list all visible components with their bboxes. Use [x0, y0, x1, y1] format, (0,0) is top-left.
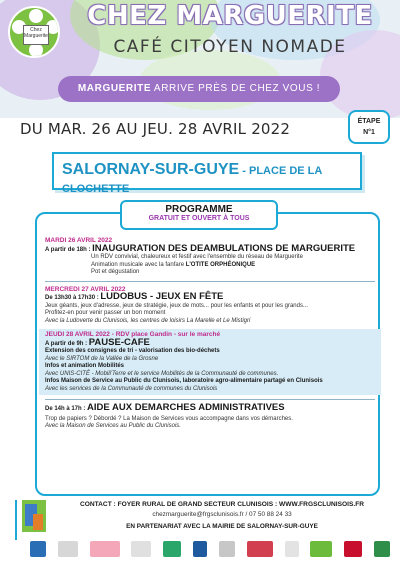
programme-title: PROGRAMME: [165, 204, 233, 215]
footer-accent-line: [15, 500, 17, 540]
event-partners: Avec la Maison de Services au Public du Clunisois.: [45, 423, 181, 429]
partner-logo: [90, 541, 120, 557]
event-line: [45, 404, 375, 414]
event-partners: Avec le SIRTOM de la Vallée de la Grosne: [45, 355, 159, 362]
event-partners: Avec les services de la Communauté de communes du Clunisois: [45, 385, 218, 392]
event-dates: DU MAR. 26 AU JEU. 28 AVRIL 2022: [20, 120, 291, 138]
event-line: [45, 242, 375, 255]
partner-logo: [374, 541, 390, 557]
programme-box: [35, 212, 380, 496]
stage-number: N°1: [363, 129, 375, 136]
partner-logos: [30, 537, 390, 561]
event-detail: Infos Maison de Service au Public du Clunisois, laboratoire agro-alimentaire partagé en Clunisois: [45, 378, 323, 384]
event-detail: Animation musicale avec la fanfare L'OTITE ORPHÉONIQUE: [91, 261, 256, 268]
day-heading: JEUDI 28 AVRIL 2022 - RDV place Gandin - sur le marché: [45, 331, 221, 338]
event-partners: Avec la Ludoverte du Clunisois, les centres de loisirs La Marelle et Le Mistigri: [45, 317, 251, 324]
partner-logo: [30, 541, 46, 557]
header: [0, 0, 400, 118]
event-detail: Jeux géants, jeux d'adresse, jeux de stratégie, jeux de mots... pour les enfants et pour les grands...: [45, 302, 308, 309]
partner-logo: [193, 541, 207, 557]
event-detail: Un RDV convivial, chaleureux et festif avec l'ensemble du réseau de Marguerite: [91, 254, 303, 260]
stage-label: ÉTAPE: [357, 118, 381, 125]
logo-sign: Chez Marguerite: [23, 25, 49, 45]
page-title: CHEZ MARGUERITE: [87, 1, 373, 31]
divider: [45, 281, 375, 282]
building-photo: [22, 500, 46, 532]
event-detail: Extension des consignes de tri - valorisation des bio-déchets: [45, 348, 220, 354]
event-title: PAUSE-CAFE: [88, 336, 150, 348]
location-city: SALORNAY-SUR-GUYE: [62, 161, 240, 178]
event-detail: Infos et animation Mobilités: [45, 363, 125, 369]
day-heading: MERCREDI 27 AVRIL 2022: [45, 285, 126, 293]
banner-strong: MARGUERITE: [77, 83, 152, 94]
event-detail: Profitez-en pour venir passer un bon moment: [45, 310, 166, 316]
event-title: INAUGURATION DES DEAMBULATIONS DE MARGUERITE: [92, 242, 356, 254]
contact-line: CONTACT : FOYER RURAL DE GRAND SECTEUR CLUNISOIS : WWW.FRGSCLUNISOIS.FR: [79, 501, 364, 508]
marguerite-logo: [8, 6, 60, 58]
page-subtitle: CAFÉ CITOYEN NOMADE: [113, 37, 347, 57]
partner-logo: [163, 541, 181, 557]
event-title: AIDE AUX DEMARCHES ADMINISTRATIVES: [87, 402, 285, 413]
event-partners: Avec UNIS-CITÉ - Mobili'Terre et le service Mobilités de la Communauté de communes.: [45, 370, 279, 377]
partner-logo: [58, 541, 78, 557]
event-time: A partir de 9h :: [45, 340, 89, 347]
event-line: [45, 293, 375, 303]
programme-subtitle: GRATUIT ET OUVERT À TOUS: [148, 215, 250, 222]
programme-heading: [120, 200, 278, 230]
event-time: De 13h30 à 17h30 :: [45, 295, 101, 301]
contact-details: chezmarguerite@frgsclunisois.fr / 07 50 88 24 33: [152, 511, 292, 518]
event-detail: Pot et dégustation: [91, 269, 140, 275]
day-heading: MARDI 26 AVRIL 2022: [45, 237, 113, 244]
partner-logo: [219, 541, 235, 557]
programme-content: [45, 234, 375, 431]
partner-logo: [131, 541, 151, 557]
highlight-section: [39, 329, 381, 395]
location-place: - PLACE DE LA CLOCHETTE: [62, 165, 322, 195]
banner-text: ARRIVE PRÈS DE CHEZ VOUS !: [151, 83, 321, 94]
event-detail: Trop de papiers ? Débordé ? La Maison de Services vous accompagne dans vos démarches.: [45, 415, 293, 422]
partner-logo: [344, 541, 362, 557]
partner-logo: [310, 541, 332, 557]
stage-badge: [348, 110, 390, 144]
location-box: [52, 152, 362, 195]
partner-logo: [285, 541, 299, 557]
event-title: LUDOBUS - JEUX EN FÊTE: [100, 291, 224, 302]
partnership-line: EN PARTENARIAT AVEC LA MAIRIE DE SALORNAY-SUR-GUYE: [126, 523, 318, 530]
event-time: De 14h à 17h :: [45, 406, 88, 412]
announcement-banner: [58, 76, 340, 102]
divider: [45, 399, 375, 400]
partner-logo: [247, 541, 273, 557]
event-time: A partir de 18h :: [45, 246, 93, 253]
event-line: [45, 336, 375, 349]
